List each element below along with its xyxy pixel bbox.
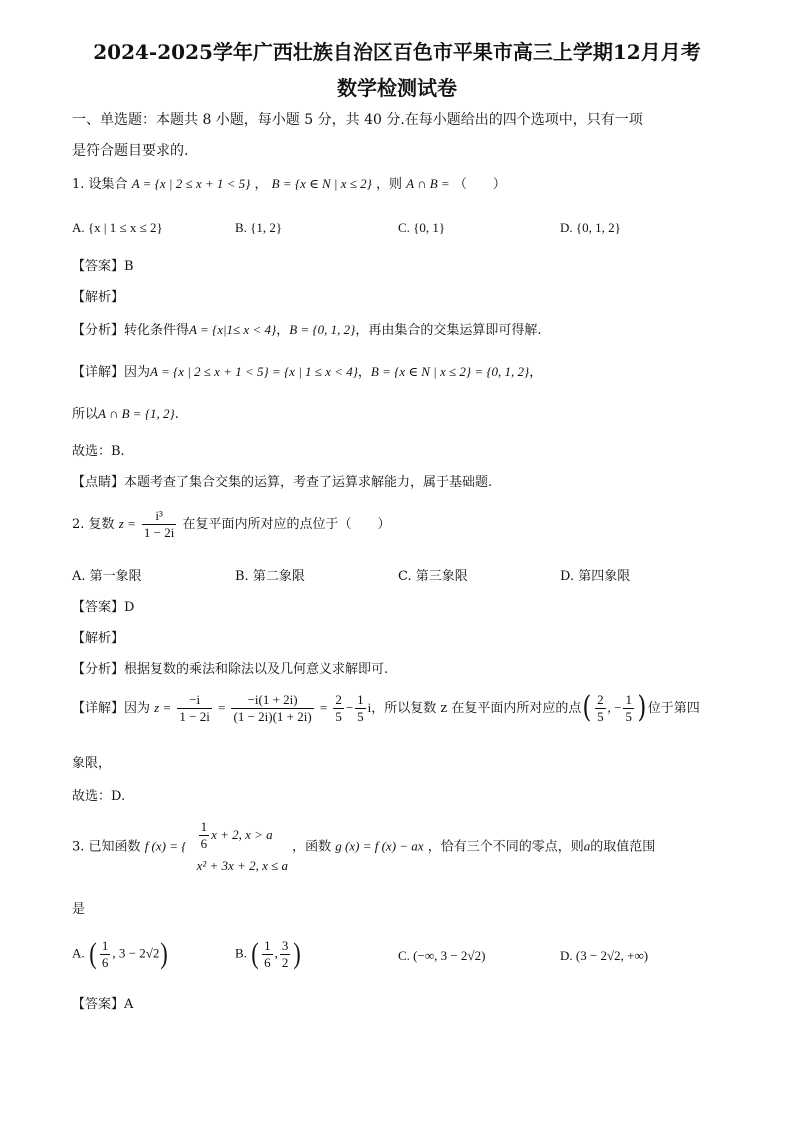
q1-fenxi-math1: A = {x|1≤ x < 4} (189, 322, 277, 337)
q2-detail (72, 692, 700, 725)
q1-so-text: 所以 (72, 407, 99, 422)
q1-sep: ， (254, 177, 268, 192)
q3-fx: f (x) = { (144, 838, 187, 854)
q1-detail-text3: ， (529, 365, 543, 380)
q2-fraction-den: 1 − 2i (143, 524, 175, 540)
option-letter: B. (235, 945, 247, 961)
right-paren: ) (160, 937, 169, 971)
q1-prefix: 1. 设集合 (72, 177, 128, 192)
right-paren: ) (293, 937, 302, 971)
frac-den: 6 (101, 954, 109, 970)
q1-fenxi-text2: ， (276, 323, 290, 338)
q3-suffix2: 的取值范围 (590, 839, 656, 855)
q1-set-a: A = {x | 2 ≤ x + 1 < 5} (131, 176, 251, 191)
frac-num: 1 (264, 938, 271, 953)
q3-piece1 (197, 819, 288, 852)
q3-optA-frac (100, 938, 111, 971)
q2-answer-value: D (124, 600, 135, 615)
frac-den: 6 (200, 835, 208, 851)
q2-detail-frac1 (177, 692, 211, 725)
q2-detail-text1: 因为 (124, 700, 151, 716)
frac-num: 1 (625, 692, 632, 707)
q2-detail-line2: 象限， (72, 756, 112, 771)
q1-fenxi-math2: B = {0, 1, 2} (289, 322, 356, 337)
q3-gx: g (x) = f (x) − ax (335, 838, 424, 854)
q1-so-end: . (174, 407, 179, 422)
frac-den: 2 (281, 954, 289, 970)
q2-choose: 故选：D. (72, 789, 126, 804)
q3-option-d: D. (3 − 2√2, +∞) (560, 948, 649, 963)
q2-prefix: 2. 复数 (72, 516, 115, 532)
q3-piece1-frac (199, 819, 210, 852)
detail-label: 【详解】 (72, 700, 125, 716)
q2-fenxi (72, 662, 388, 678)
frac-num: −i (177, 692, 211, 709)
q2-z-eq: z = (118, 515, 136, 531)
q3-option-b (235, 938, 302, 971)
q2-detail-z: z = (154, 699, 172, 715)
left-paren: ( (251, 937, 259, 971)
q1-paren: （ ） (453, 177, 506, 192)
frac-num: 2 (597, 692, 604, 707)
q1-detail-math1: A = {x | 2 ≤ x + 1 < 5} = {x | 1 ≤ x < 4} (150, 364, 358, 379)
right-paren: ) (637, 690, 647, 726)
q1-answer-value: B (124, 259, 134, 274)
q1-choose: 故选：B. (72, 444, 125, 459)
left-paren: ( (582, 690, 592, 726)
q2-analysis-label: 【解析】 (72, 631, 125, 646)
frac-num: 1 (101, 938, 109, 953)
fenxi-label: 【分析】 (72, 323, 125, 338)
frac-num: 1 (200, 819, 208, 834)
option-letter: A. (72, 945, 85, 961)
q1-detail-text1: 因为 (124, 365, 151, 380)
q2-detail-text2: ，所以复数 z 在复平面内所对应的点 (371, 700, 582, 716)
q1-ask: A ∩ B = (406, 176, 450, 191)
left-paren: ( (89, 937, 97, 971)
fenxi-label: 【分析】 (72, 662, 125, 677)
q1-detail-text2: ， (357, 365, 371, 380)
q1-so (72, 406, 179, 423)
q1-fenxi-text3: ，再由集合的交集运算即可得解. (355, 323, 542, 338)
q1-option-a: A. {x | 1 ≤ x ≤ 2} (72, 220, 163, 235)
q3-answer-value: A (124, 997, 134, 1012)
q1-option-c: C. {0, 1} (398, 220, 446, 235)
q3-suffix1: ，恰有三个不同的零点，则 (427, 839, 584, 855)
q1-answer (72, 259, 134, 275)
q2-suffix: 在复平面内所对应的点位于（ ） (182, 516, 391, 532)
q1-analysis-label: 【解析】 (72, 290, 125, 305)
q1-comment-text: 本题考查了集合交集的运算，考查了运算求解能力，属于基础题. (124, 475, 493, 490)
q2-stem (72, 508, 391, 541)
q3-stem-line2: 是 (72, 902, 86, 917)
q1-comment (72, 475, 492, 491)
comma: , (274, 945, 278, 961)
frac-den: 6 (264, 954, 271, 970)
answer-label: 【答案】 (72, 259, 125, 274)
q2-option-b: B. 第二象限 (235, 569, 305, 584)
q2-point-x (595, 692, 606, 725)
q2-point-y (623, 692, 634, 725)
q3-option-c: C. (−∞, 3 − 2√2) (398, 948, 486, 963)
answer-label: 【答案】 (72, 997, 125, 1012)
q1-so-math: A ∩ B = {1, 2} (98, 406, 175, 421)
q1-stem (72, 176, 506, 193)
q2-option-a: A. 第一象限 (72, 569, 142, 584)
frac-den: 5 (625, 708, 632, 724)
frac-den: 5 (357, 708, 364, 724)
frac-den: 5 (335, 708, 342, 724)
q3-answer (72, 997, 133, 1013)
q3-optB-frac1 (262, 938, 273, 971)
q3-stem (72, 819, 655, 875)
q3-mid: ，函数 (292, 839, 332, 855)
q1-option-b: B. {1, 2} (235, 220, 283, 235)
imag-unit: i (367, 699, 372, 715)
frac-num: 2 (335, 692, 342, 707)
comment-label: 【点睛】 (72, 475, 125, 490)
q2-option-c: C. 第三象限 (398, 569, 468, 584)
q2-fenxi-text: 根据复数的乘法和除法以及几何意义求解即可. (124, 662, 389, 677)
q2-fraction-num: i³ (142, 508, 176, 525)
equals-sign: = (218, 699, 226, 715)
q3-option-a (72, 938, 169, 971)
q2-detail-frac3 (333, 692, 344, 725)
q1-set-b: B = {x ∈ N | x ≤ 2} (271, 176, 372, 191)
paper-title-line2: 数学检测试卷 (337, 76, 457, 100)
frac-den: 1 − 2i (179, 708, 210, 724)
q2-answer (72, 600, 134, 616)
q3-optA-rest: , 3 − 2√2 (112, 945, 160, 961)
frac-num: −i(1 + 2i) (231, 692, 313, 709)
q1-fenxi-text1: 转化条件得 (124, 323, 190, 338)
detail-label: 【详解】 (72, 365, 125, 380)
q3-prefix: 3. 已知函数 (72, 839, 141, 855)
frac-den: (1 − 2i)(1 + 2i) (233, 708, 312, 724)
q3-piece1-rest: x + 2, x > a (211, 826, 273, 842)
q2-detail-text3: 位于第四 (647, 700, 700, 716)
minus-sign: − (345, 699, 354, 715)
q1-detail-math2: B = {x ∈ N | x ≤ 2} = {0, 1, 2} (370, 364, 530, 379)
q2-detail-frac4 (355, 692, 366, 725)
q3-piecewise (197, 819, 288, 875)
point-comma: , − (607, 699, 622, 715)
q2-fraction (142, 508, 176, 541)
q2-option-d: D. 第四象限 (560, 569, 631, 584)
section-intro-line1: 一、单选题：本题共 8 小题，每小题 5 分，共 40 分.在每小题给出的四个选项中，只有一项 (72, 112, 643, 128)
equals-sign: = (319, 699, 328, 715)
paper-title-line1: 2024-2025学年广西壮族自治区百色市平果市高三上学期12月月考 (93, 40, 701, 64)
q1-fenxi (72, 322, 541, 339)
frac-num: 1 (357, 692, 364, 707)
answer-label: 【答案】 (72, 600, 125, 615)
q3-optB-frac2 (280, 938, 291, 971)
q3-piece2: x² + 3x + 2, x ≤ a (196, 857, 288, 873)
q1-mid: ，则 (375, 177, 402, 192)
q1-detail (72, 364, 542, 381)
frac-den: 5 (597, 708, 604, 724)
section-intro-line2: 是符合题目要求的. (72, 143, 189, 159)
q2-detail-frac2 (231, 692, 313, 725)
q3-a: a (583, 838, 591, 854)
q1-option-d: D. {0, 1, 2} (560, 220, 621, 235)
frac-num: 3 (281, 938, 289, 953)
